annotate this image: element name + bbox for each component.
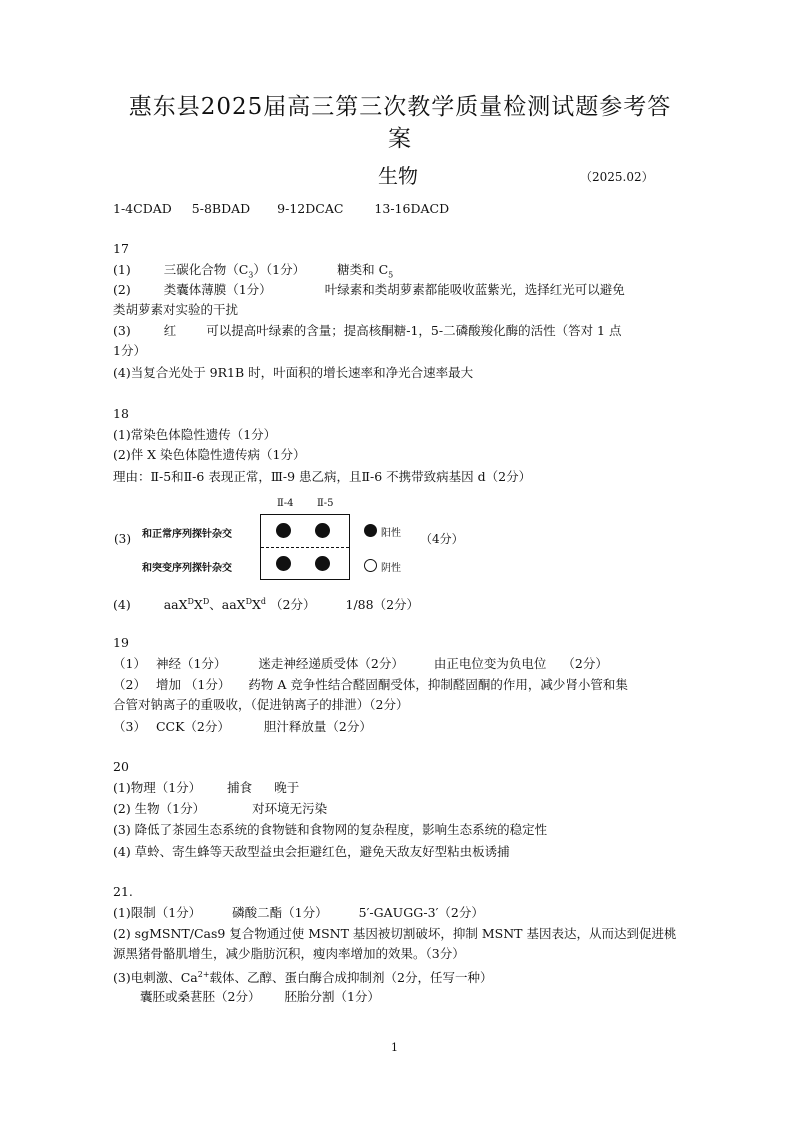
title-line-2: 案 bbox=[388, 126, 412, 152]
answer-text: 类囊体薄膜（1分） bbox=[163, 282, 272, 297]
q18-line-4 bbox=[113, 593, 419, 614]
q19-line-3: 合管对钠离子的重吸收，（促进钠离子的排泄）（2分） bbox=[113, 697, 409, 712]
answer-text: 红 bbox=[163, 323, 177, 338]
q19-line-2 bbox=[113, 676, 628, 694]
answer-text: 神经（1分） bbox=[155, 656, 227, 671]
answer-text: 可以提高叶绿素的含量；提高核酮糖-1，5-二磷酸羧化酶的活性（答对 1 点 bbox=[206, 323, 622, 338]
positive-dot bbox=[315, 523, 330, 538]
answer-text: 5′-GAUGG-3′（2分） bbox=[358, 905, 484, 920]
subscript: 3 bbox=[248, 270, 254, 280]
answer-text: 1/88（2分） bbox=[345, 597, 420, 613]
superscript: D bbox=[202, 597, 210, 606]
q20-line-1 bbox=[113, 779, 299, 797]
subscript: 5 bbox=[388, 270, 394, 280]
superscript: d bbox=[260, 597, 267, 606]
column-label-ii4: Ⅱ-4 bbox=[277, 498, 294, 509]
part-label: (4) bbox=[113, 597, 131, 613]
title-line-1: 惠东县2025届高三第三次教学质量检测试题参考答 bbox=[128, 94, 672, 120]
answer-text: 增加 （1分） bbox=[155, 677, 231, 692]
row-label-normal: 和正常序列探针杂交 bbox=[142, 529, 232, 540]
part-label: （3） bbox=[113, 719, 146, 734]
mcq-group: 9-12DCAC bbox=[277, 201, 344, 216]
q17-line-2 bbox=[113, 281, 625, 299]
mcq-group: 1-4CDAD bbox=[113, 201, 172, 216]
answer-text: 载体、乙醇、蛋白酶合成抑制剂（2分，任写一种） bbox=[209, 970, 493, 986]
q17-line-4 bbox=[113, 322, 622, 340]
q21-line-2: (2) sgMSNT/Cas9 复合物通过使 MSNT 基因被切割破坏，抑制 MSNT 基因表达，从而达到促进桃 bbox=[113, 926, 677, 941]
q18-line-3: 理由：Ⅱ-5和Ⅱ-6 表现正常，Ⅲ-9 患乙病，且Ⅱ-6 不携带致病基因 d（2分） bbox=[113, 469, 532, 484]
answer-text: (2) 生物（1分） bbox=[113, 801, 206, 816]
q20-number: 20 bbox=[113, 759, 129, 774]
legend-negative-label: 阴性 bbox=[381, 563, 401, 574]
answer-text: 由正电位变为负电位 bbox=[433, 656, 547, 671]
q20-line-4: (4) 草蛉、寄生蜂等天敌型益虫会拒避红色，避免天敌友好型粘虫板诱捕 bbox=[113, 844, 510, 859]
q21-line-1 bbox=[113, 904, 484, 922]
part-label: （2） bbox=[113, 677, 146, 692]
q21-line-5 bbox=[140, 988, 380, 1006]
answer-text: 叶绿素和类胡萝素都能吸收蓝紫光，选择红光可以避免 bbox=[324, 282, 625, 297]
q19-line-1 bbox=[113, 655, 608, 673]
part-label: (3) bbox=[113, 323, 131, 338]
q19-line-4 bbox=[113, 718, 372, 736]
exam-date: （2025.02） bbox=[580, 170, 654, 184]
answer-text: （2分） bbox=[562, 656, 608, 671]
legend-positive-icon bbox=[364, 524, 377, 537]
q20-line-3: (3) 降低了茶园生态系统的食物链和食物网的复杂程度，影响生态系统的稳定性 bbox=[113, 822, 548, 837]
legend-positive-label: 阳性 bbox=[381, 528, 401, 539]
legend-negative-icon bbox=[364, 559, 377, 572]
column-label-ii5: Ⅱ-5 bbox=[317, 498, 334, 509]
q21-number: 21. bbox=[113, 884, 133, 899]
figure-part-label: (3) bbox=[114, 532, 131, 546]
q20-line-2 bbox=[113, 800, 327, 818]
positive-dot bbox=[276, 556, 291, 571]
genotype-text: X bbox=[252, 597, 261, 613]
part-label: (1) bbox=[113, 262, 131, 277]
q17-number: 17 bbox=[113, 241, 129, 256]
page-number: 1 bbox=[391, 1041, 398, 1054]
superscript: 2+ bbox=[197, 970, 210, 979]
figure-score: （4分） bbox=[420, 532, 464, 546]
answer-text: (1)物理（1分） bbox=[113, 780, 202, 795]
superscript: D bbox=[245, 597, 253, 606]
q17-line-3: 类胡萝素对实验的干扰 bbox=[113, 302, 239, 317]
mcq-group: 5-8BDAD bbox=[191, 201, 251, 216]
answer-text: 磷酸二酯（1分） bbox=[232, 905, 328, 920]
part-label: （1） bbox=[113, 656, 146, 671]
positive-dot bbox=[315, 556, 330, 571]
answer-text: 对环境无污染 bbox=[252, 801, 328, 816]
q19-number: 19 bbox=[113, 635, 129, 650]
positive-dot bbox=[276, 523, 291, 538]
answer-text: (3)电刺激、Ca bbox=[113, 970, 198, 986]
part-label: (2) bbox=[113, 282, 131, 297]
mcq-group: 13-16DACD bbox=[374, 201, 450, 216]
answer-text: 胚胎分割（1分） bbox=[284, 989, 380, 1004]
row-label-mutant: 和突变序列探针杂交 bbox=[142, 563, 232, 574]
answer-text: 三碳化合物（C bbox=[163, 262, 249, 277]
q21-line-4 bbox=[113, 966, 493, 987]
mcq-answers bbox=[113, 200, 449, 218]
genotype-text: 、aaX bbox=[209, 597, 246, 613]
q17-line-6: (4)当复合光处于 9R1B 时，叶面积的增长速率和净光合速率最大 bbox=[113, 365, 474, 380]
genotype-text: X bbox=[193, 597, 203, 613]
answer-text: 糖类和 C bbox=[337, 262, 389, 277]
hybridization-figure bbox=[112, 496, 472, 586]
answer-text: 晚于 bbox=[274, 780, 300, 795]
answer-text: (1)限制（1分） bbox=[113, 905, 202, 920]
superscript: D bbox=[187, 597, 194, 606]
subject: 生物 bbox=[378, 164, 418, 188]
answer-text: 胆汁释放量（2分） bbox=[263, 719, 372, 734]
q18-line-1: (1)常染色体隐性遗传（1分） bbox=[113, 427, 277, 442]
answer-text: ）（1分） bbox=[253, 262, 306, 277]
q17-line-5: 1分） bbox=[113, 343, 146, 358]
q18-number: 18 bbox=[113, 406, 129, 421]
answer-text: 迷走神经递质受体（2分） bbox=[258, 656, 404, 671]
answer-text: 囊胚或桑葚胚（2分） bbox=[140, 989, 261, 1004]
q21-line-3: 源黑猪骨骼肌增生，减少脂肪沉积，瘦肉率增加的效果。（3分） bbox=[113, 946, 465, 961]
answer-text: 捕食 bbox=[227, 780, 253, 795]
dot-blot-box bbox=[260, 514, 350, 580]
answer-text: CCK（2分） bbox=[155, 719, 230, 734]
answer-text: （2分） bbox=[270, 597, 316, 613]
genotype-text: aaX bbox=[163, 597, 188, 613]
dashed-divider bbox=[261, 547, 349, 548]
answer-text: 药物 A 竞争性结合醛固酮受体，抑制醛固酮的作用，减少肾小管和集 bbox=[248, 677, 628, 692]
q18-line-2: (2)伴 X 染色体隐性遗传病（1分） bbox=[113, 447, 306, 462]
